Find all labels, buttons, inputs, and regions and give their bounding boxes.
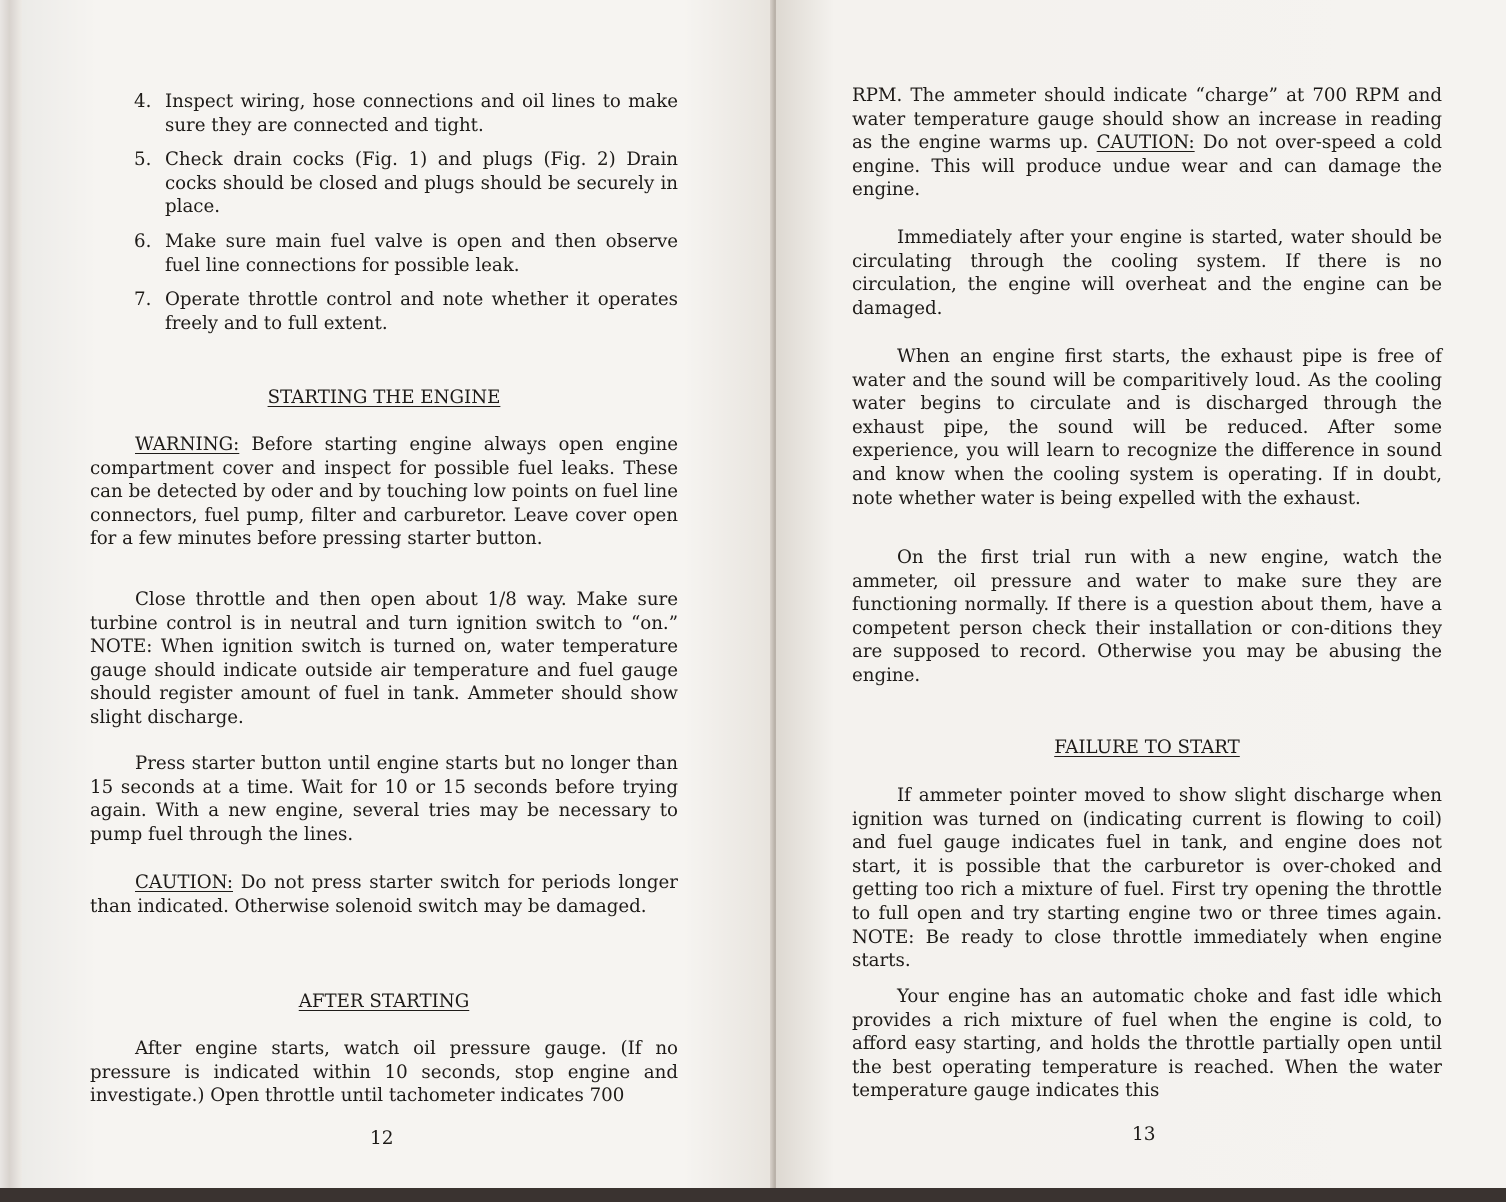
warning-text: Before starting engine always open engine compartment cover and inspect for possible fuel leaks. These can be detected by oder and by touching low points on fuel line connectors, fuel pump, filter and carburetor. Leave cover open for a few minutes before pressing starter button. [90,434,678,550]
paragraph-text: Close throttle and then open about 1/8 way. Make sure turbine control is in neutral and turn ignition switch to “on.” NOTE: When ignition switch is turned on, water temperature gauge should indicate outside air temperature and fuel gauge should register amount of fuel in tank. Ammeter should show slight discharge. [90,589,678,728]
choke-paragraph [852,985,1442,1103]
exhaust-paragraph [852,345,1442,510]
caution-label: CAUTION: [1096,132,1195,154]
caution-paragraph [90,871,678,918]
paragraph-text: Do not over-speed a cold engine. This will produce undue wear and can damage the engine. [852,132,1442,201]
rpm-paragraph [852,84,1442,202]
circulating-paragraph [852,226,1442,320]
caution-text: Do not press starter switch for periods longer than indicated. Otherwise solenoid switch may be damaged. [90,872,678,917]
list-item [90,288,678,335]
item-number: 4. [134,91,152,112]
checklist [90,90,678,346]
page-number: 12 [370,1128,394,1149]
paragraph-text: On the first trial run with a new engine, watch the ammeter, oil pressure and water to make sure they are functioning normally. If there is a question about them, have a competent person check their installation or con-ditions they are supposed to record. Otherwise you may be abusing the engine. [852,547,1442,686]
caution-label: CAUTION: [135,872,233,893]
press-starter-paragraph [90,752,678,846]
paragraph-text: RPM. The ammeter should indicate “charge” at 700 RPM and water temperature gauge should show an increase in reading as the engine warms up. [852,85,1442,154]
page-13 [776,0,1506,1190]
heading-failure-to-start: FAILURE TO START [1054,737,1240,758]
page-number: 13 [1132,1124,1156,1145]
paragraph-text: Press starter button until engine starts but no longer than 15 seconds at a time. Wait for 10 or 15 seconds before trying again. With a new engine, several tries may be necessary to pump fuel through the lines. [90,753,678,845]
paragraph-text: Immediately after your engine is started, water should be circulating through the cooling system. If there is no circulation, the engine will overheat and the engine can be damaged. [852,227,1442,319]
page-12 [22,0,774,1190]
list-item [90,90,678,137]
list-item [90,230,678,277]
trial-run-paragraph [852,546,1442,688]
heading-after-starting: AFTER STARTING [298,991,470,1012]
paragraph-text: If ammeter pointer moved to show slight discharge when ignition was turned on (indicating current is flowing to coil) and fuel gauge indicates fuel in tank, and engine does not start, it is possible that the carburetor is over-choked and getting too rich a mixture of fuel. First try opening the throttle to full open and try starting engine two or three times again. NOTE: Be ready to close throttle immediately when engine starts. [852,785,1442,972]
heading-starting-the-engine: STARTING THE ENGINE [267,387,501,408]
item-number: 7. [134,289,152,311]
item-text: Make sure main fuel valve is open and then observe fuel line connections for possible leak. [165,230,678,276]
paragraph-text: When an engine first starts, the exhaust pipe is free of water and the sound will be comparitively loud. As the cooling water begins to circulate and is discharged through the exhaust pipe, the sound will be reduced. After some experience, you will learn to recognize the difference in sound and know when the cooling system is operating. If in doubt, note whether water is being expelled with the exhaust. [852,346,1442,509]
paragraph-text: Your engine has an automatic choke and fast idle which provides a rich mixture of fuel when the engine is cold, to afford easy starting, and holds the throttle partially open until the best operating temperature is reached. When the water temperature gauge indicates this [852,986,1442,1102]
close-throttle-paragraph [90,588,678,730]
paragraph-text: After engine starts, watch oil pressure gauge. (If no pressure is indicated within 10 seconds, stop engine and investigate.) Open throttle until tachometer indicates 700 [90,1038,678,1107]
warning-paragraph [90,433,678,551]
warning-label: WARNING: [135,434,240,455]
page-edge [0,0,24,1202]
page-bottom-edge [0,1188,1506,1202]
list-item [90,148,678,219]
item-text: Operate throttle control and note whether it operates freely and to full extent. [165,289,678,334]
item-text: Check drain cocks (Fig. 1) and plugs (Fig. 2) Drain cocks should be closed and plugs should be securely in place. [165,149,678,218]
item-text: Inspect wiring, hose connections and oil lines to make sure they are connected and tight. [165,91,678,136]
item-number: 5. [134,149,152,171]
ammeter-paragraph [852,784,1442,973]
checklist-items [90,90,678,335]
item-number: 6. [134,230,152,252]
after-starting-paragraph [90,1037,678,1108]
